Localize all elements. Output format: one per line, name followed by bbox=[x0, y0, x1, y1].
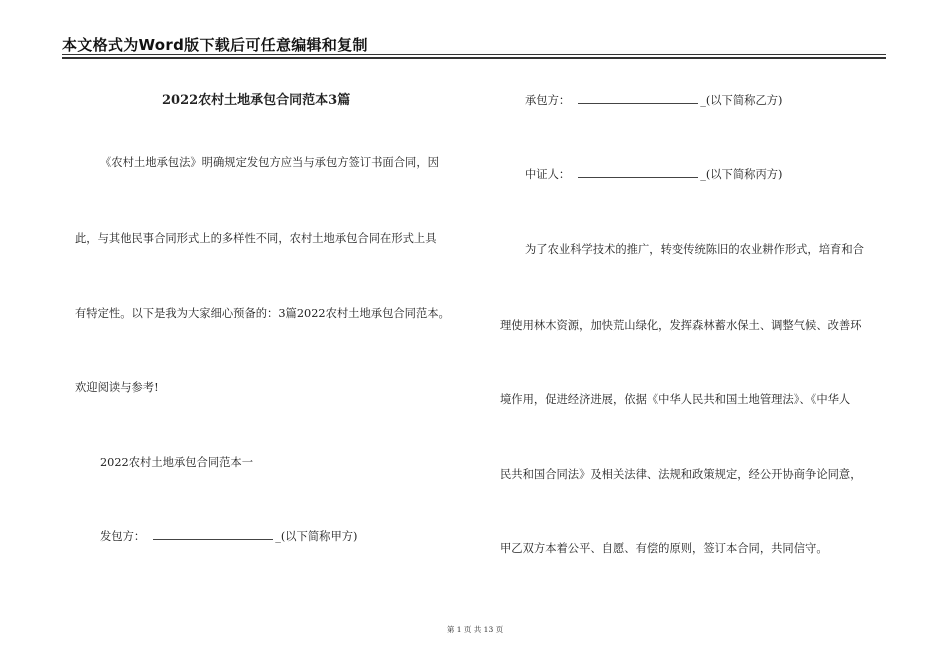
party-b-label: 承包方： bbox=[525, 94, 571, 107]
intro-line-2: 此，与其他民事合同形式上的多样性不同，农村土地承包合同在形式上具 bbox=[75, 232, 437, 245]
body-line-2: 理使用林木资源，加快荒山绿化，发挥森林蓄水保土、调整气候、改善环 bbox=[500, 319, 862, 332]
header-rule bbox=[62, 54, 886, 55]
party-b-line bbox=[525, 94, 782, 108]
party-b-blank bbox=[578, 94, 698, 104]
body-line-1: 为了农业科学技术的推广，转变传统陈旧的农业耕作形式，培育和合 bbox=[525, 243, 864, 256]
party-a-line bbox=[100, 530, 357, 544]
header-rule-thick bbox=[62, 57, 886, 59]
download-banner: 本文格式为Word版下载后可任意编辑和复制 bbox=[62, 36, 368, 54]
witness-blank bbox=[578, 168, 698, 178]
body-line-4: 民共和国合同法》及相关法律、法规和政策规定，经公开协商争论同意， bbox=[500, 468, 862, 481]
document-title: 2022农村土地承包合同范本3篇 bbox=[162, 93, 351, 108]
party-a-label: 发包方： bbox=[100, 530, 146, 543]
body-line-3: 境作用，促进经济进展，依据《中华人民共和国土地管理法》、《中华人 bbox=[500, 393, 851, 406]
intro-line-3: 有特定性。以下是我为大家细心预备的：3篇2022农村土地承包合同范本。 bbox=[75, 307, 450, 320]
intro-line-1: 《农村土地承包法》明确规定发包方应当与承包方签订书面合同，因 bbox=[100, 156, 439, 169]
contract-subtitle: 2022农村土地承包合同范本一 bbox=[100, 456, 254, 469]
party-a-suffix: _(以下简称甲方) bbox=[275, 530, 358, 543]
witness-suffix: _(以下简称丙方) bbox=[700, 168, 783, 181]
party-a-blank bbox=[153, 530, 273, 540]
party-b-suffix: _(以下简称乙方) bbox=[700, 94, 783, 107]
page-counter: 第 1 页 共 13 页 bbox=[446, 625, 504, 634]
body-line-5: 甲乙双方本着公平、自愿、有偿的原则，签订本合同，共同信守。 bbox=[500, 542, 828, 555]
witness-label: 中证人： bbox=[525, 168, 571, 181]
witness-line bbox=[525, 168, 782, 182]
intro-line-4: 欢迎阅读与参考! bbox=[75, 381, 159, 394]
